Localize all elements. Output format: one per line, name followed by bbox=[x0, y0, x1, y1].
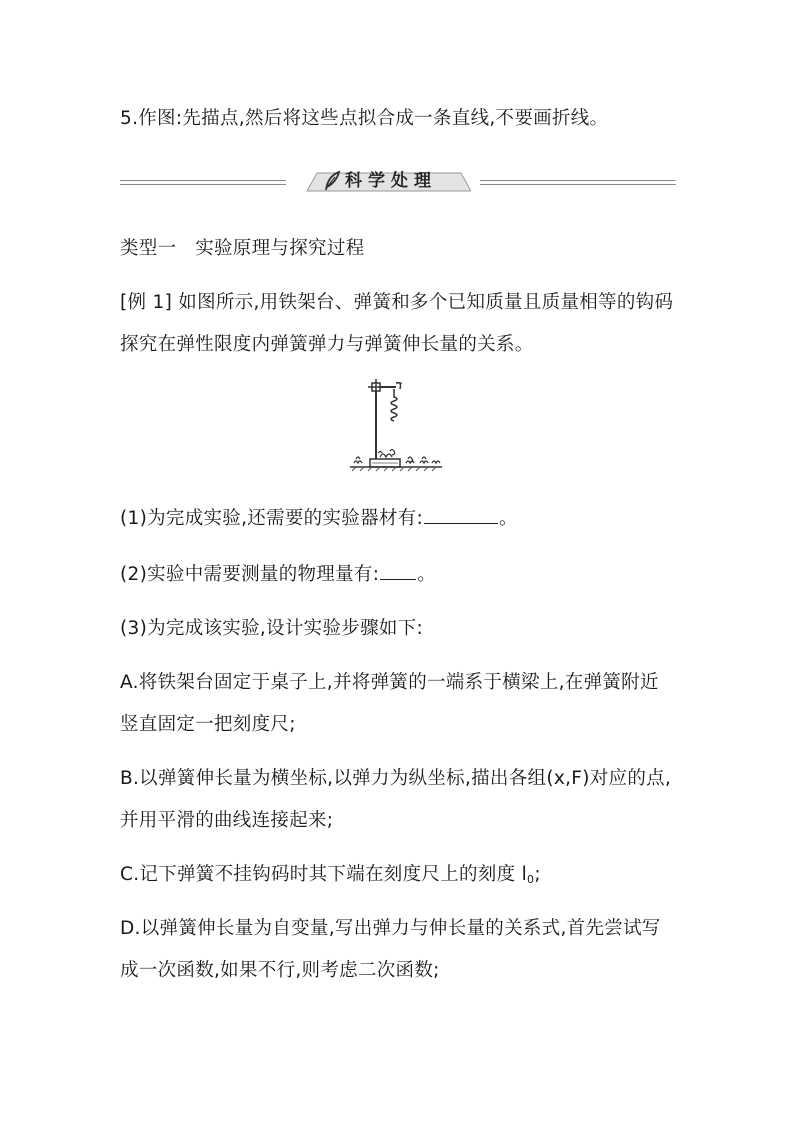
step-c-line-1 bbox=[120, 863, 541, 892]
section-banner bbox=[120, 170, 676, 196]
question-2 bbox=[120, 561, 436, 587]
question-2-end: 。 bbox=[417, 564, 437, 585]
step-d-line-2: 成一次函数,如果不行,则考虑二次函数; bbox=[120, 960, 440, 981]
step-a-line-2: 竖直固定一把刻度尺; bbox=[120, 714, 296, 735]
question-1-end: 。 bbox=[499, 508, 518, 529]
question-1 bbox=[120, 505, 518, 531]
example-line-1: [例 1] 如图所示,用铁架台、弹簧和多个已知质量且质量相等的钩码 bbox=[120, 292, 674, 313]
answer-blank-1[interactable] bbox=[424, 505, 498, 524]
step-c-subscript: 0 bbox=[527, 873, 535, 886]
question-3: (3)为完成该实验,设计实验步骤如下: bbox=[120, 618, 424, 639]
type-heading: 类型一 实验原理与探究过程 bbox=[120, 238, 365, 259]
banner-rule-right bbox=[480, 180, 676, 185]
banner-tab bbox=[307, 170, 471, 192]
answer-blank-2[interactable] bbox=[380, 561, 416, 580]
step-b-line-1: B.以弹簧伸长量为横坐标,以弹力为纵坐标,描出各组(x,F)对应的点, bbox=[120, 768, 672, 789]
banner-rule-left bbox=[120, 180, 286, 185]
question-2-text: (2)实验中需要测量的物理量有: bbox=[120, 564, 380, 585]
step-d-line-1: D.以弹簧伸长量为自变量,写出弹力与伸长量的关系式,首先尝试写 bbox=[120, 918, 661, 939]
spring-apparatus-figure bbox=[350, 377, 446, 475]
step-c-text: C.记下弹簧不挂钩码时其下端在刻度尺上的刻度 l bbox=[120, 864, 528, 885]
step-b-line-2: 并用平滑的曲线连接起来; bbox=[120, 810, 334, 831]
example-line-2: 探究在弹性限度内弹簧弹力与弹簧伸长量的关系。 bbox=[120, 334, 534, 355]
banner-title: 科学处理 bbox=[345, 171, 437, 191]
intro-step-5: 5.作图:先描点,然后将这些点拟合成一条直线,不要画折线。 bbox=[120, 108, 609, 129]
leaf-pen-icon bbox=[323, 170, 341, 192]
step-c-end: ; bbox=[534, 864, 541, 885]
question-1-text: (1)为完成实验,还需要的实验器材有: bbox=[120, 508, 424, 529]
step-a-line-1: A.将铁架台固定于桌子上,并将弹簧的一端系于横梁上,在弹簧附近 bbox=[120, 672, 659, 693]
